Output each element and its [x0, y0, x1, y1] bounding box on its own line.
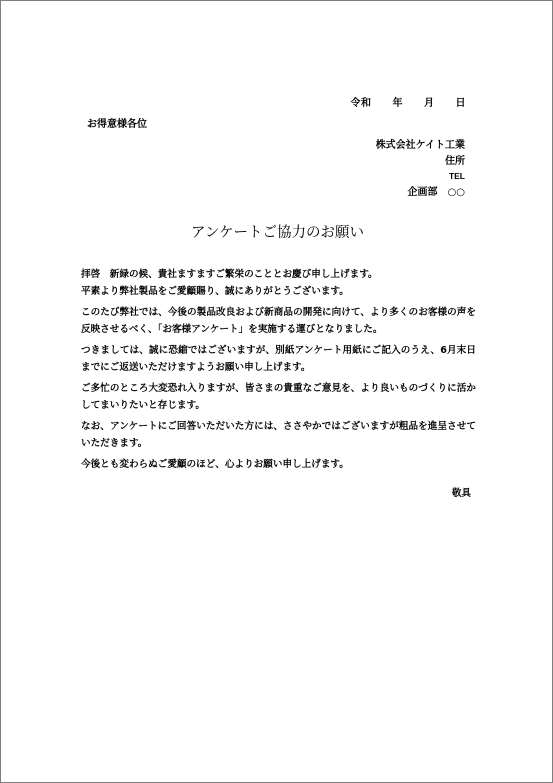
letter-date: 令和 年 月 日	[350, 98, 466, 109]
sender-company: 株式会社ケイト工業	[375, 140, 465, 151]
body-paragraph-request: つきましては、誠に恐縮ではございますが、別紙アンケート用紙にご記入のうえ、6月末日までにご返送いただけますようお願い申し上げます。	[81, 345, 476, 373]
letter-title: アンケートご協力のお願い	[190, 225, 365, 241]
body-paragraph-apology: ご多忙のところ大変恐れ入りますが、皆さまの貴重なご意見を、より良いものづくりに活かしてまいりたいと存じます。	[81, 383, 476, 411]
body-paragraph-closing-wish: 今後とも変わらぬご愛顧のほど、心よりお願い申し上げます。	[81, 459, 349, 470]
sender-address-label: 住所	[445, 155, 465, 167]
letter-recipient: お得意様各位	[87, 119, 147, 130]
sender-tel-label: TEL	[448, 171, 465, 181]
body-paragraph-purpose: このたび弊社では、今後の製品改良および新商品の開発に向けて、より多くのお客様の声を反映させるべく、「お客様アンケート」を実施する運びとなりました。	[81, 307, 476, 335]
body-paragraph-greeting: 拝啓 新緑の候、貴社ますますご繁栄のこととお慶び申し上げます。	[81, 269, 378, 280]
sender-department: 企画部 ○○	[407, 186, 465, 198]
letter-closing: 敬具	[451, 488, 471, 499]
body-paragraph-gift: なお、アンケートにご回答いただいた方には、ささやかではございますが粗品を進呈させていただきます。	[81, 421, 476, 449]
letter-body	[81, 267, 476, 479]
sender-block	[376, 138, 465, 200]
body-paragraph-thanks: 平素より弊社製品をご愛顧賜り、誠にありがとうございます。	[81, 285, 349, 297]
